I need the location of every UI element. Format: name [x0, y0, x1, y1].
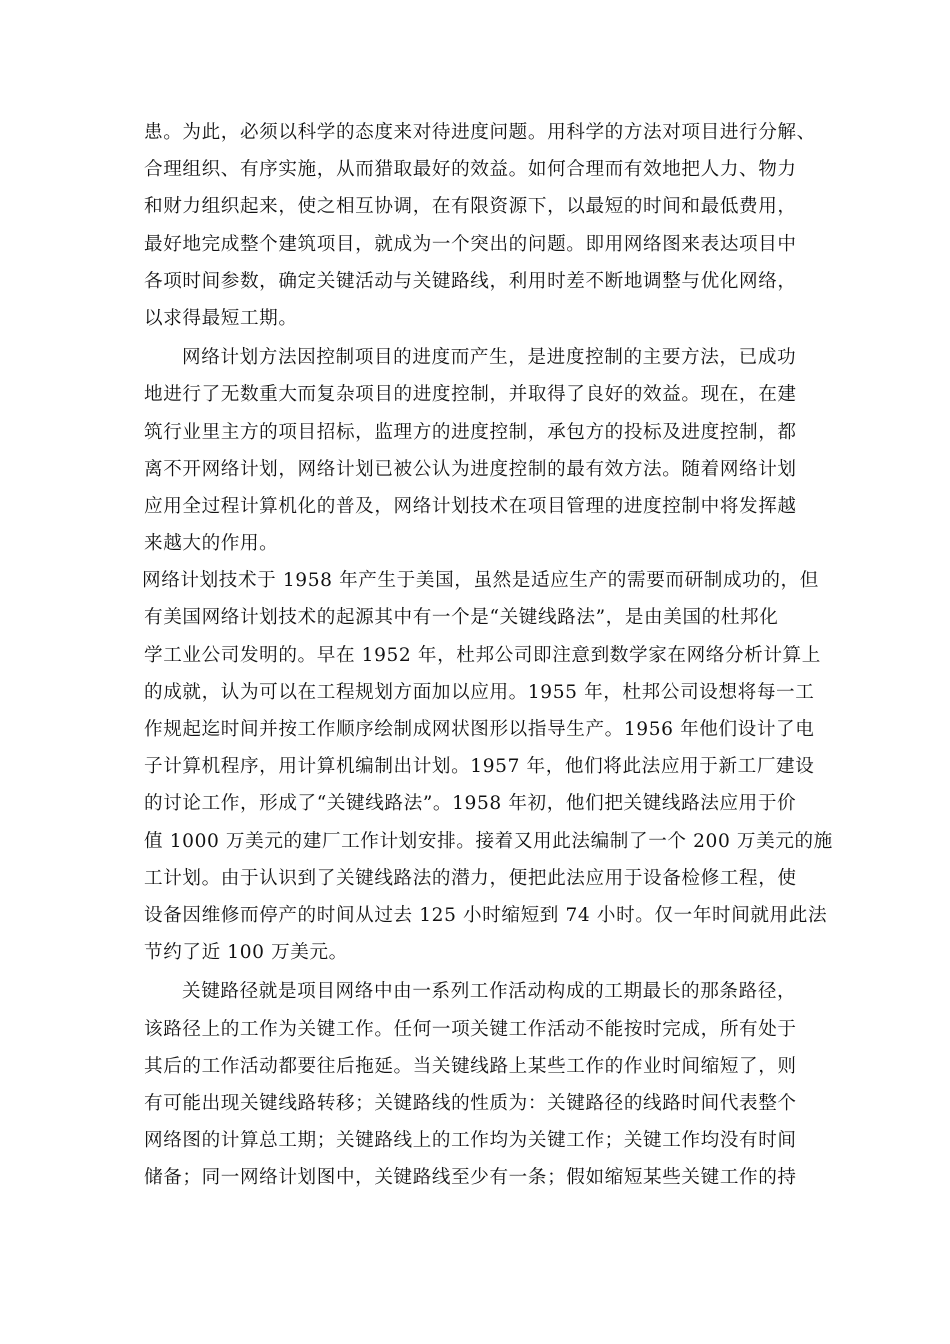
paragraph-line: 以求得最短工期。 — [144, 307, 298, 329]
paragraph-line: 学工业公司发明的。早在 1952 年，杜邦公司即注意到数学家在网络分析计算上 — [144, 644, 821, 666]
paragraph-line: 筑行业里主方的项目招标，监理方的进度控制，承包方的投标及进度控制，都 — [144, 421, 797, 443]
paragraph-line: 的讨论工作，形成了“关键线路法”。1958 年初，他们把关键线路法应用于价 — [144, 793, 797, 815]
paragraph-line: 地进行了无数重大而复杂项目的进度控制，并取得了良好的效益。现在，在建 — [144, 384, 797, 406]
paragraph-4 — [144, 973, 808, 1196]
paragraph-line: 其后的工作活动都要往后拖延。当关键线路上某些工作的作业时间缩短了，则 — [144, 1055, 797, 1077]
paragraph-line: 患。为此，必须以科学的态度来对待进度问题。用科学的方法对项目进行分解、 — [144, 122, 816, 143]
paragraph-line: 和财力组织起来，使之相互协调，在有限资源下，以最短的时间和最低费用， — [144, 196, 797, 218]
paragraph-line: 应用全过程计算机化的普及，网络计划技术在项目管理的进度控制中将发挥越 — [144, 495, 797, 517]
paragraph-line: 作规起迄时间并按工作顺序绘制成网状图形以指导生产。1956 年他们设计了电 — [144, 719, 815, 740]
paragraph-2 — [144, 339, 808, 562]
paragraph-line: 网络计划技术于 1958 年产生于美国，虽然是适应生产的需要而研制成功的，但 — [142, 570, 819, 592]
paragraph-1 — [144, 114, 816, 337]
paragraph-3 — [142, 562, 833, 971]
paragraph-line: 设备因维修而停产的时间从过去 125 小时缩短到 74 小时。仅一年时间就用此法 — [144, 904, 828, 926]
paragraph-line: 网络计划方法因控制项目的进度而产生，是进度控制的主要方法，已成功 — [182, 347, 797, 369]
paragraph-line: 最好地完成整个建筑项目，就成为一个突出的问题。即用网络图来表达项目中 — [144, 233, 797, 255]
paragraph-line: 节约了近 100 万美元。 — [144, 942, 348, 964]
paragraph-line: 网络图的计算总工期；关键路线上的工作均为关键工作；关键工作均没有时间 — [144, 1130, 797, 1152]
paragraph-line: 有美国网络计划技术的起源其中有一个是“关键线路法”，是由美国的杜邦化 — [144, 607, 779, 629]
paragraph-line: 储备；同一网络计划图中，关键路线至少有一条；假如缩短某些关键工作的持 — [144, 1167, 797, 1189]
paragraph-line: 值 1000 万美元的建厂工作计划安排。接着又用此法编制了一个 200 万美元的施 — [144, 830, 833, 852]
document-body — [142, 114, 833, 1196]
paragraph-line: 合理组织、有序实施，从而猎取最好的效益。如何合理而有效地把人力、物力 — [144, 159, 797, 181]
paragraph-line: 来越大的作用。 — [144, 533, 279, 555]
paragraph-line: 子计算机程序，用计算机编制出计划。1957 年，他们将此法应用于新工厂建设 — [144, 756, 815, 778]
paragraph-line: 离不开网络计划，网络计划已被公认为进度控制的最有效方法。随着网络计划 — [144, 458, 797, 480]
paragraph-line: 有可能出现关键线路转移；关键路线的性质为：关键路径的线路时间代表整个 — [144, 1092, 797, 1114]
paragraph-line: 工计划。由于认识到了关键线路法的潜力，便把此法应用于设备检修工程，使 — [144, 867, 797, 889]
paragraph-line: 各项时间参数，确定关键活动与关键路线，利用时差不断地调整与优化网络， — [144, 270, 797, 292]
paragraph-line: 该路径上的工作为关键工作。任何一项关键工作活动不能按时完成，所有处于 — [144, 1018, 797, 1040]
paragraph-line: 关键路径就是项目网络中由一系列工作活动构成的工期最长的那条路径， — [182, 981, 797, 1003]
paragraph-line: 的成就，认为可以在工程规划方面加以应用。1955 年，杜邦公司设想将每一工 — [144, 681, 815, 703]
